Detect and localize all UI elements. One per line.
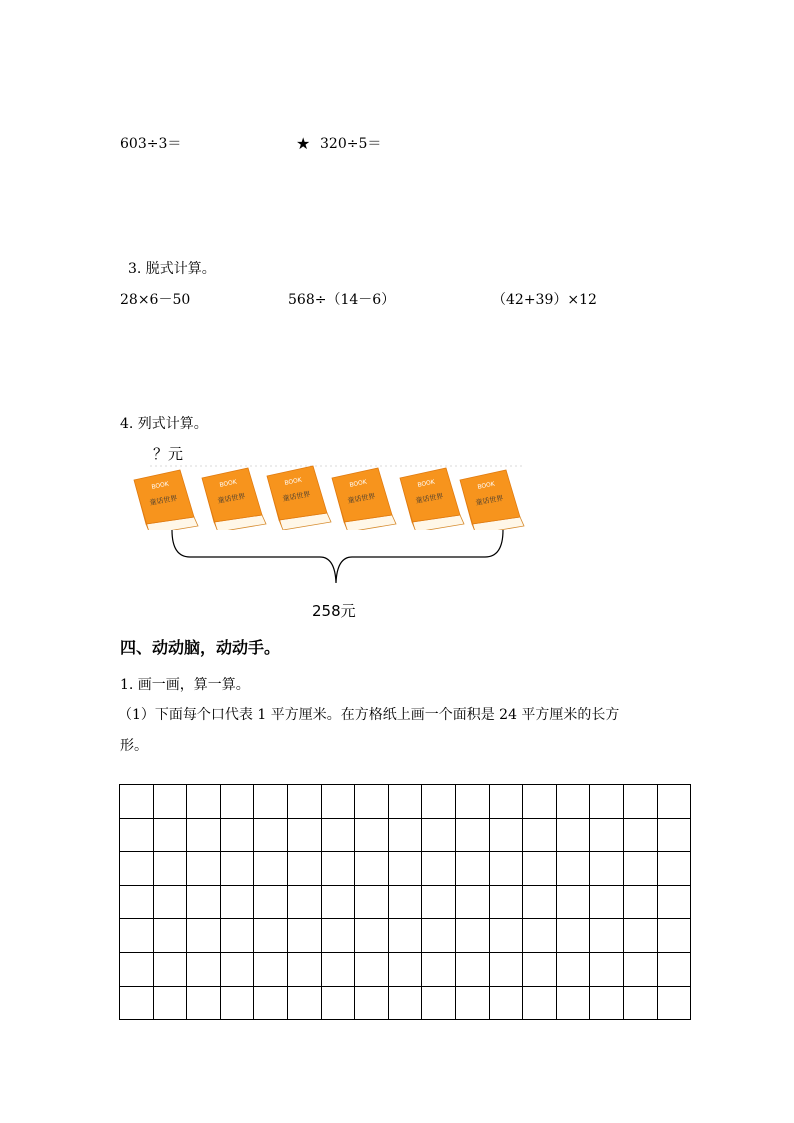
grid-cell[interactable] bbox=[657, 986, 691, 1020]
grid-cell[interactable] bbox=[422, 919, 456, 953]
grid-cell[interactable] bbox=[556, 785, 590, 819]
book-icon bbox=[202, 468, 266, 530]
svg-text:BOOK: BOOK bbox=[150, 480, 170, 491]
q3-title: 3. 脱式计算。 bbox=[128, 261, 216, 277]
star-icon: ★ bbox=[296, 134, 311, 153]
grid-cell[interactable] bbox=[422, 986, 456, 1020]
grid-cell[interactable] bbox=[321, 785, 355, 819]
grid-cell[interactable] bbox=[623, 852, 657, 886]
grid-cell[interactable] bbox=[455, 986, 489, 1020]
grid-cell[interactable] bbox=[523, 885, 557, 919]
grid-cell[interactable] bbox=[355, 852, 389, 886]
grid-cell[interactable] bbox=[355, 919, 389, 953]
svg-text:BOOK: BOOK bbox=[476, 480, 496, 491]
grid-cell[interactable] bbox=[455, 919, 489, 953]
grid-row bbox=[120, 952, 691, 986]
grid-row bbox=[120, 986, 691, 1020]
grid-cell[interactable] bbox=[556, 986, 590, 1020]
grid-cell[interactable] bbox=[220, 885, 254, 919]
grid-cell[interactable] bbox=[388, 852, 422, 886]
grid-cell[interactable] bbox=[187, 785, 221, 819]
grid-row bbox=[120, 919, 691, 953]
grid-cell[interactable] bbox=[489, 919, 523, 953]
grid-cell[interactable] bbox=[455, 885, 489, 919]
grid-cell[interactable] bbox=[657, 885, 691, 919]
grid-cell[interactable] bbox=[187, 986, 221, 1020]
grid-cell[interactable] bbox=[187, 952, 221, 986]
grid-cell[interactable] bbox=[120, 785, 154, 819]
grid-cell[interactable] bbox=[623, 818, 657, 852]
grid-cell[interactable] bbox=[455, 952, 489, 986]
svg-text:童话世界: 童话世界 bbox=[216, 492, 246, 505]
grid-cell[interactable] bbox=[153, 986, 187, 1020]
grid-cell[interactable] bbox=[254, 986, 288, 1020]
grid-cell[interactable] bbox=[489, 885, 523, 919]
grid-cell[interactable] bbox=[623, 885, 657, 919]
grid-cell[interactable] bbox=[153, 885, 187, 919]
grid-cell[interactable] bbox=[523, 785, 557, 819]
grid-cell[interactable] bbox=[287, 785, 321, 819]
grid-cell[interactable] bbox=[489, 852, 523, 886]
book-icon bbox=[332, 468, 396, 530]
svg-text:BOOK: BOOK bbox=[218, 478, 238, 489]
grid-cell[interactable] bbox=[220, 852, 254, 886]
grid-cell[interactable] bbox=[489, 986, 523, 1020]
grid-cell[interactable] bbox=[523, 919, 557, 953]
grid-cell[interactable] bbox=[220, 785, 254, 819]
book-icon bbox=[400, 468, 464, 530]
grid-cell[interactable] bbox=[120, 818, 154, 852]
grid-cell[interactable] bbox=[590, 986, 624, 1020]
grid-cell[interactable] bbox=[388, 818, 422, 852]
grid-cell[interactable] bbox=[355, 818, 389, 852]
unknown-price-label: ？元 bbox=[153, 445, 184, 463]
book-icon bbox=[134, 470, 198, 530]
grid-cell[interactable] bbox=[120, 852, 154, 886]
grid-cell[interactable] bbox=[153, 952, 187, 986]
q3-expression-2: 568÷（14－6） bbox=[288, 292, 396, 308]
division-problem-2: 320÷5＝ bbox=[320, 136, 382, 152]
grid-cell[interactable] bbox=[590, 818, 624, 852]
grid-cell[interactable] bbox=[220, 919, 254, 953]
grid-cell[interactable] bbox=[590, 919, 624, 953]
grid-cell[interactable] bbox=[254, 885, 288, 919]
grid-cell[interactable] bbox=[388, 986, 422, 1020]
grid-cell[interactable] bbox=[523, 852, 557, 886]
grid-cell[interactable] bbox=[287, 952, 321, 986]
q1-instruction-line-1: （1）下面每个口代表 1 平方厘米。在方格纸上画一个面积是 24 平方厘米的长方 bbox=[118, 707, 620, 723]
grid-cell[interactable] bbox=[556, 818, 590, 852]
grid-cell[interactable] bbox=[120, 919, 154, 953]
grid-cell[interactable] bbox=[455, 818, 489, 852]
grid-cell[interactable] bbox=[388, 785, 422, 819]
svg-text:BOOK: BOOK bbox=[283, 476, 303, 487]
grid-cell[interactable] bbox=[120, 986, 154, 1020]
svg-text:童话世界: 童话世界 bbox=[474, 494, 504, 507]
grid-cell[interactable] bbox=[388, 919, 422, 953]
q4-title: 4. 列式计算。 bbox=[120, 416, 208, 432]
grid-cell[interactable] bbox=[220, 986, 254, 1020]
svg-text:童话世界: 童话世界 bbox=[281, 490, 311, 503]
grid-cell[interactable] bbox=[422, 952, 456, 986]
grid-cell[interactable] bbox=[523, 986, 557, 1020]
grid-cell[interactable] bbox=[321, 852, 355, 886]
grid-cell[interactable] bbox=[556, 952, 590, 986]
grid-cell[interactable] bbox=[254, 852, 288, 886]
grid-row bbox=[120, 885, 691, 919]
grid-cell[interactable] bbox=[321, 818, 355, 852]
grid-cell[interactable] bbox=[623, 952, 657, 986]
grid-cell[interactable] bbox=[153, 852, 187, 886]
grid-cell[interactable] bbox=[657, 852, 691, 886]
grid-cell[interactable] bbox=[187, 885, 221, 919]
grid-cell[interactable] bbox=[590, 885, 624, 919]
grid-cell[interactable] bbox=[556, 919, 590, 953]
grid-cell[interactable] bbox=[422, 885, 456, 919]
grid-cell[interactable] bbox=[556, 885, 590, 919]
grid-cell[interactable] bbox=[321, 986, 355, 1020]
grid-cell[interactable] bbox=[254, 818, 288, 852]
grid-cell[interactable] bbox=[455, 852, 489, 886]
grid-cell[interactable] bbox=[220, 952, 254, 986]
grid-cell[interactable] bbox=[422, 818, 456, 852]
grid-cell[interactable] bbox=[153, 785, 187, 819]
grid-cell[interactable] bbox=[590, 952, 624, 986]
grid-cell[interactable] bbox=[388, 952, 422, 986]
grid-cell[interactable] bbox=[657, 919, 691, 953]
grid-cell[interactable] bbox=[489, 818, 523, 852]
grid-cell[interactable] bbox=[254, 952, 288, 986]
svg-text:BOOK: BOOK bbox=[348, 478, 368, 489]
grid-cell[interactable] bbox=[623, 785, 657, 819]
grid-cell[interactable] bbox=[489, 785, 523, 819]
grid-cell[interactable] bbox=[321, 885, 355, 919]
grid-cell[interactable] bbox=[657, 952, 691, 986]
grid-cell[interactable] bbox=[657, 785, 691, 819]
q3-expression-3: （42+39）×12 bbox=[492, 292, 597, 308]
svg-text:童话世界: 童话世界 bbox=[148, 494, 178, 507]
grid-cell[interactable] bbox=[355, 952, 389, 986]
grid-cell[interactable] bbox=[287, 919, 321, 953]
books-illustration bbox=[130, 460, 530, 530]
grid-row bbox=[120, 852, 691, 886]
total-price-label: 258元 bbox=[312, 602, 356, 620]
grid-cell[interactable] bbox=[120, 885, 154, 919]
section-heading: 四、动动脑，动动手。 bbox=[120, 638, 281, 657]
grid-cell[interactable] bbox=[355, 785, 389, 819]
grid-cell[interactable] bbox=[623, 919, 657, 953]
grid-cell[interactable] bbox=[187, 852, 221, 886]
division-problem-1: 603÷3＝ bbox=[120, 136, 182, 152]
grid-cell[interactable] bbox=[254, 785, 288, 819]
book-icon bbox=[460, 470, 524, 530]
grid-cell[interactable] bbox=[321, 919, 355, 953]
q1-title: 1. 画一画，算一算。 bbox=[120, 677, 250, 693]
grid-cell[interactable] bbox=[590, 785, 624, 819]
grid-cell[interactable] bbox=[187, 919, 221, 953]
grid-cell[interactable] bbox=[120, 952, 154, 986]
q1-instruction-line-2: 形。 bbox=[120, 738, 148, 754]
grid-row bbox=[120, 785, 691, 819]
grid-cell[interactable] bbox=[556, 852, 590, 886]
svg-text:童话世界: 童话世界 bbox=[414, 492, 444, 505]
grid-cell[interactable] bbox=[287, 885, 321, 919]
grid-cell[interactable] bbox=[590, 852, 624, 886]
grid-cell[interactable] bbox=[355, 986, 389, 1020]
grid-row bbox=[120, 818, 691, 852]
grid-cell[interactable] bbox=[523, 818, 557, 852]
grid-cell[interactable] bbox=[220, 818, 254, 852]
grid-cell[interactable] bbox=[287, 818, 321, 852]
grid-cell[interactable] bbox=[388, 885, 422, 919]
grid-cell[interactable] bbox=[623, 986, 657, 1020]
grid-paper[interactable] bbox=[119, 784, 691, 1020]
grid-cell[interactable] bbox=[489, 952, 523, 986]
svg-text:童话世界: 童话世界 bbox=[346, 492, 376, 505]
q3-expression-1: 28×6－50 bbox=[120, 292, 191, 308]
book-icon bbox=[267, 466, 331, 530]
grid-cell[interactable] bbox=[422, 852, 456, 886]
grid-cell[interactable] bbox=[523, 952, 557, 986]
brace-icon bbox=[160, 525, 520, 585]
grid-cell[interactable] bbox=[321, 952, 355, 986]
grid-cell[interactable] bbox=[254, 919, 288, 953]
grid-cell[interactable] bbox=[355, 885, 389, 919]
grid-cell[interactable] bbox=[657, 818, 691, 852]
grid-cell[interactable] bbox=[287, 986, 321, 1020]
grid-cell[interactable] bbox=[287, 852, 321, 886]
grid-cell[interactable] bbox=[153, 919, 187, 953]
grid-cell[interactable] bbox=[187, 818, 221, 852]
grid-cell[interactable] bbox=[422, 785, 456, 819]
grid-cell[interactable] bbox=[153, 818, 187, 852]
grid-cell[interactable] bbox=[455, 785, 489, 819]
svg-text:BOOK: BOOK bbox=[416, 478, 436, 489]
